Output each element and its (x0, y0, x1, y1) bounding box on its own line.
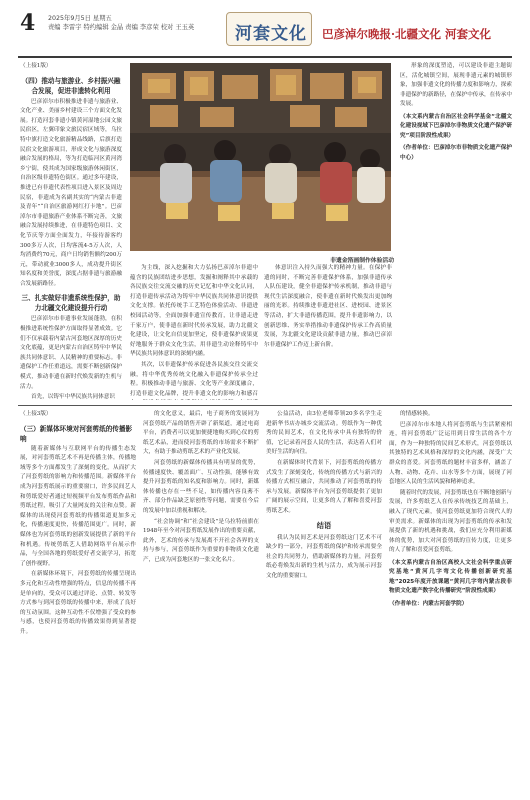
paragraph: 我认为民间艺术是河套剪纸这门艺术不可缺少的一部分，河套剪纸的保护和传承需要全社会的共同努力，借助新媒体的力量，河套剪纸必将焕发出新的生机与活力，成为展示河套文化的重要窗口。 (266, 534, 382, 579)
section-heading: （四）推动与旅游业、乡村振兴融合发展，促进非遗转化利用 (21, 76, 121, 95)
article1-col4 (400, 62, 512, 400)
workshop-photo-image (130, 63, 391, 251)
photo-caption: 非遗金箔画制作体验活动 (330, 258, 394, 264)
paragraph: 首先，以铸牢中华民族共同体意识 (31, 394, 115, 400)
header-rule (18, 56, 512, 58)
paragraph: 巴彦淖尔市非遗事业发展蓬勃，在积极推进系统性保护方面取得显著成效。它们不仅承载着内蒙古河套地区深厚的历史文化底蕴，更是内蒙古自治区铸牢中华民族共同体意识、人民精神的重要标志。非遗保护工作任重道远，需要不断创新保护模式，推动非遗在新时代焕发新的生机与活力。 (20, 316, 122, 390)
continued-note: （上接1版） (20, 63, 52, 69)
paragraph: “社会协调”和“社会建设”是乌拉特前旗在1948年至今对河套剪纸发展作出的重要贡献，此外，艺术的传承与发展离不开社会各界的支持与参与，河套剪纸作为重要的非物质文化遗产，已成为河套地区的一张文化名片。 (143, 518, 259, 563)
section-heading: （三）新媒体环境对河套剪纸的传播影响 (20, 424, 133, 443)
paragraph: 随着新媒体与互联网平台的传播生态发展，对河套剪纸艺术不再是传播主体，传播地域等多个方面都发生了深刻的变化，从而扩大了河套剪纸的影响力和传播范围。新媒体平台成为河套剪纸展示的重要窗口，许多民间艺人和剪纸爱好者通过短视频平台发布剪纸作品和剪纸过程，吸引了大量网友的关注和点赞。新媒体的出现使河套剪纸的传播渠道更加多元化，传播速度更快，传播范围更广。同时，新媒体也为河套剪纸的创新发展提供了新的平台和机遇。传统剪纸艺人借助网络平台展示作品，与全国各地的剪纸爱好者交流学习，拓宽了创作视野。 (20, 445, 136, 567)
paragraph: 在新媒体环境下，河套剪纸的传播呈现出多元化和互动性增强的特点，信息的传播不再是单向的，受众可以通过评论、点赞、转发等方式参与到河套剪纸的传播中来，形成了良好的互动氛围。这种互动性不仅增强了受众的参与感，也使河套剪纸的传播效果得到显著提升。 (20, 571, 136, 635)
paragraph: 公益活动，由3位老师带领20多名学生走进新华书店办城乡交流活动。剪纸作为一种优秀的民间艺术，在文化传承中具有独特的价值，它记录着河套人民的生活，表达着人们对美好生活的向往。 (266, 411, 382, 456)
author-affiliation: （作者单位：内蒙古河套学院） (389, 600, 468, 607)
funding-note: （本文系内蒙古自治区高校人文社会科学重点研究基地“黄河几字弯文化传播创新研究基地”2025年度开放课题“黄河几字弯内蒙古段非物质文化遗产数字化传播研究”阶段性成果） (389, 559, 512, 595)
article2-col3 (266, 410, 382, 790)
paragraph: 随着时代的发展，河套剪纸也在不断地创新与发展，许多剪纸艺人在传承传统技艺的基础上，融入了现代元素，使河套剪纸更加符合现代人的审美需求。新媒体的出现为河套剪纸的传承和发展提供了新的机遇和挑战，我们应充分利用新媒体的优势，加大对河套剪纸的宣传力度，让更多的人了解和喜爱河套剪纸。 (389, 489, 512, 554)
paragraph: 其次，以非遗保护传承促进各民族交往交流交融，将中华优秀传统文化融入非遗保护传承全过程。积极推动非遗与旅游、文化等产业深度融合，打造非遗文化品牌，提升非遗文化的影响力和感召 (130, 361, 258, 397)
conclusion-heading: 结语 (316, 520, 332, 530)
article1-col3 (264, 264, 392, 400)
page-number: 4 (20, 10, 36, 36)
article1-col1 (20, 62, 122, 400)
section-title: 河套文化 (235, 24, 307, 44)
funding-note: （本文系内蒙古自治区社会科学基金“北疆文化建设视域下巴彦淖尔非物质文化遗产保护研究”项目阶段性成果） (400, 113, 512, 139)
paragraph: 的情感转换。 (400, 411, 434, 417)
continued-note: （上接3版） (20, 411, 52, 417)
paragraph: 巴彦淖尔市积极推进非遗与旅游业、文化产业、美丽乡村建设三个方面文化发展。打造河套非遗小镇黄河湿地公园文旅民宿区，左翼印象文旅民宿区域等，乌拉特中旗打造文化旅游精品线路，后旗打造民宿文化旅游项目，形成文化与旅游深度融合发展的格局，等为打造临河区黄河湾乡宁街，使其成为国家级旅游休闲街区，自治区级非遗特色街区。通过多年建设，推进已有非遗代表性项目进入景区及周边民宿，非遗成为名副其实的“内蒙古非遗及青年”“自治区旅游网红打卡地”。巴彦淖尔市非遗旅游产业体系不断完善，文旅融合发展持续推进，在非遗特色项目、文化节庆等方面全面发力，年接待游客约300多万人次，日均客流4-5万人次，人均消费约70元，商户日均销售额约200万元，带动就业3000多人，成功提升街区知名度和美誉度，深度占据非遗与旅游融合发展新路径。 (20, 98, 122, 287)
issue-meta (48, 14, 194, 32)
article2-col4 (389, 410, 512, 790)
article-divider (18, 405, 512, 406)
paragraph: 在新媒体时代背景下，河套剪纸的传播方式发生了深刻变化，传统的传播方式与新兴的传播方式相互融合，共同推动了河套剪纸的传承与发展。新媒体平台为河套剪纸提供了更加广阔的展示空间，让更多的人了解和喜爱河套剪纸艺术。 (266, 459, 382, 514)
article2-col1 (20, 410, 136, 790)
author-affiliation: （作者单位：巴彦淖尔市非物质文化遗产保护中心） (400, 145, 512, 161)
section-heading: 三、扎实做好非遗系统性保护，助力北疆文化建设提升行动 (21, 294, 121, 313)
photo (130, 63, 391, 251)
editors-line: 责编 李雷宇 特约编辑 金晶 责编 李彦荣 校对 王玉英 (48, 24, 195, 31)
date-line: 2025年9月5日 星期五 (48, 15, 112, 22)
paragraph: 为主线，深入挖掘和大力弘扬巴彦淖尔非遗中蕴含的民族团结进步思想，发掘和阐释其中承载的各民族交往交流交融的历史记忆和中华文化认同，打造非遗传承活动为铸牢中华民族共同体意识提供文化支撑。依托传统手工艺特色体验活动、非遗进校园活动等，全面加强非遗宣传教育，让非遗走进千家万户，使非遗在新时代传承发展，助力北疆文化建设，让文化自信更加坚定，使非遗保护成果更好地服务于群众文化生活，用非遗生动诠释铸牢中华民族共同体意识的深刻内涵。 (130, 265, 258, 358)
paragraph: 的文化意义，最后，电子商务的发展同为河套剪纸产品的销售开辟了新渠道，通过电商平台，消费者可以更加便捷地购买到心仪的剪纸艺术品，进而使河套剪纸的市场需求不断扩大，有助于推动剪纸艺术的产业化发展。 (143, 411, 259, 456)
paragraph: 形象的深度塑造，可以建设非遗主题街区，活化城镇空间，展现非遗元素的城镇形象，加强非遗文化的传播力度和影响力，探索非遗保护的新路径，在保护中传承，在传承中发展。 (400, 63, 512, 108)
paragraph: 巴彦淖尔市本地人将河套剪纸与生活紧密相连，将河套剪纸广泛运用到日常生活的各个方面，作为一种独特的民间艺术形式，河套剪纸以其独特的艺术风格和深厚的文化内涵，深受广大群众的喜爱。河套剪纸的题材丰富多样，涵盖了人物、动物、花卉、山水等多个方面，展现了河套地区人民的生活风貌和精神追求。 (389, 421, 512, 486)
paragraph: 体意识注入持久而强大的精神力量。在保护非遗的同时，不断完善非遗保护体系，加强非遗传承人队伍建设，健全非遗保护传承机制，推动非遗与现代生活深度融合，使非遗在新时代焕发出更加绚丽的光彩。持续推进非遗进社区、进校园、进景区等活动，扩大非遗传播范围，提升非遗影响力，以创新思维、务实举措推动非遗保护传承工作高质量发展，为北疆文化建设贡献非遗力量，推动巴彦淖尔非遗保护工作迈上新台阶。 (264, 265, 392, 348)
paragraph: 河套剪纸的新媒体传播具有明显的优势，传播速度快、覆盖面广、互动性强，能够有效提升河套剪纸的知名度和影响力。同时，新媒体传播也存在一些不足，如传播内容良莠不齐、部分作品缺乏原创性等问题，需要在今后的发展中加以重视和解决。 (143, 459, 259, 514)
section-title-box (226, 12, 312, 46)
article2-col2 (143, 410, 259, 790)
section-slogan: 巴彦淖尔晚报·北疆文化 河套文化 (322, 27, 492, 41)
masthead (18, 10, 512, 54)
article1-col2 (130, 264, 258, 400)
